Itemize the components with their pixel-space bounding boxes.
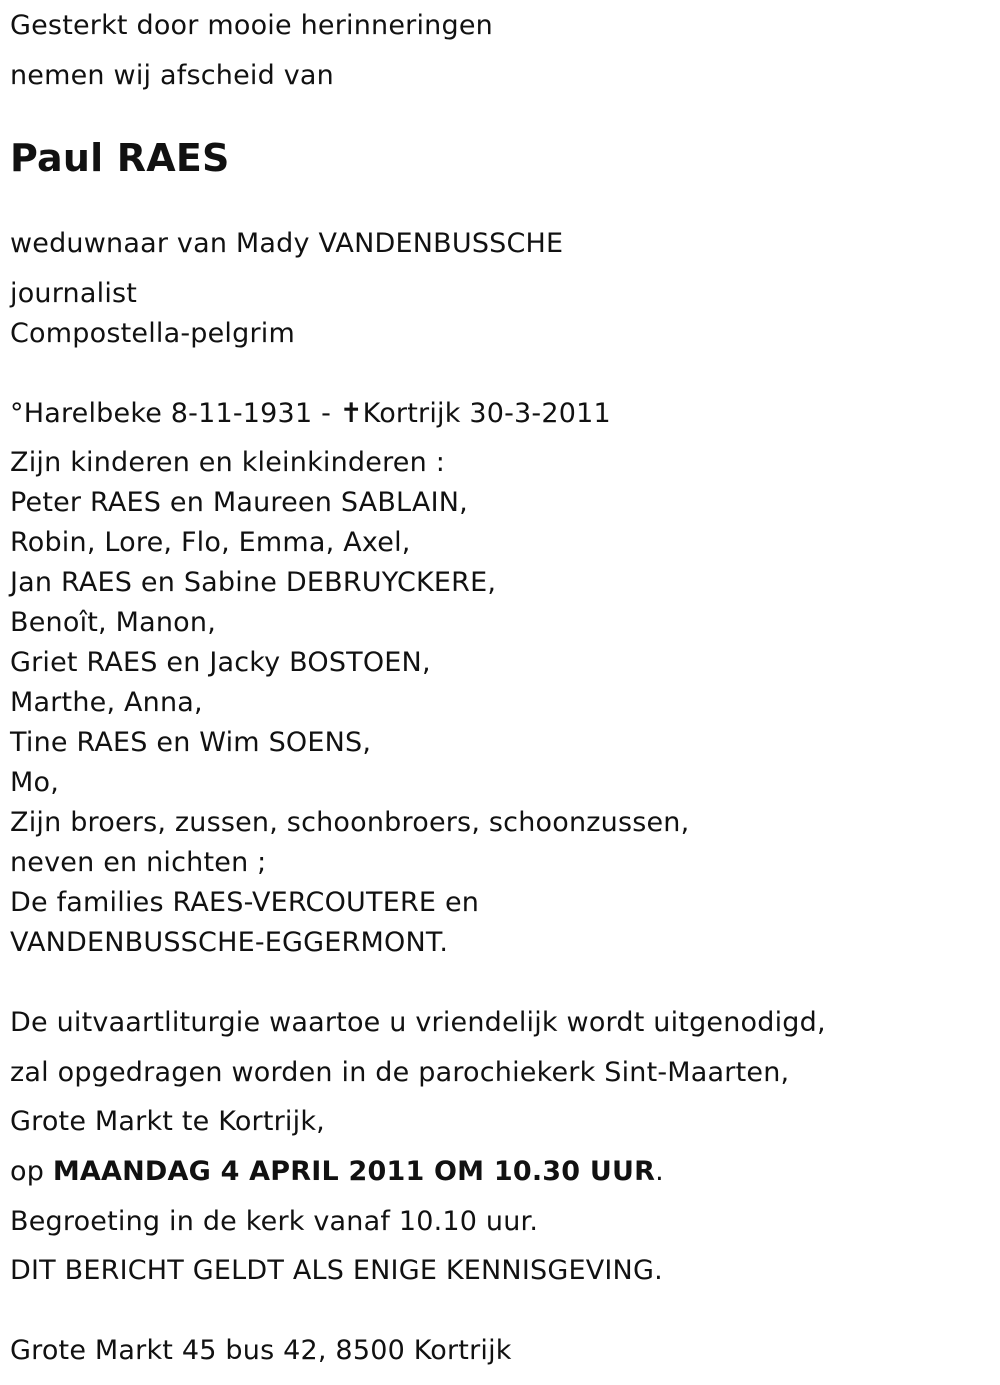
family-line: Zijn broers, zussen, schoonbroers, schoonzussen, (10, 807, 690, 838)
greeting-line: Begroeting in de kerk vanaf 10.10 uur. (10, 1206, 539, 1237)
family-line: VANDENBUSSCHE-EGGERMONT. (10, 927, 449, 958)
birth-date: °Harelbeke 8-11-1931 - (10, 398, 340, 429)
family-line: neven en nichten ; (10, 847, 267, 878)
funeral-line-1: De uitvaartliturgie waartoe u vriendelijk wordt uitgenodigd, (10, 1007, 826, 1038)
funeral-date: MAANDAG 4 APRIL 2011 OM 10.30 UUR (52, 1156, 656, 1187)
family-line: Benoît, Manon, (10, 607, 216, 638)
death-date: Kortrijk 30-3-2011 (362, 398, 611, 429)
date-suffix: . (655, 1156, 664, 1187)
family-line: Jan RAES en Sabine DEBRUYCKERE, (10, 567, 497, 598)
family-line: Griet RAES en Jacky BOSTOEN, (10, 647, 431, 678)
intro-line-2: nemen wij afscheid van (10, 60, 334, 91)
family-line: Tine RAES en Wim SOENS, (10, 727, 372, 758)
intro-line-1: Gesterkt door mooie herinneringen (10, 10, 493, 41)
address: Grote Markt 45 bus 42, 8500 Kortrijk (10, 1335, 512, 1366)
date-prefix: op (10, 1156, 53, 1187)
occupation: journalist (10, 278, 138, 309)
funeral-line-2: zal opgedragen worden in de parochiekerk Sint-Maarten, (10, 1057, 790, 1088)
family-line: Mo, (10, 767, 59, 798)
spouse-line: weduwnaar van Mady VANDENBUSSCHE (10, 228, 564, 259)
family-line: Marthe, Anna, (10, 687, 203, 718)
funeral-line-3: Grote Markt te Kortrijk, (10, 1106, 325, 1137)
pilgrim-line: Compostella-pelgrim (10, 318, 295, 349)
life-dates (10, 400, 611, 427)
family-line: De families RAES-VERCOUTERE en (10, 887, 480, 918)
family-line: Robin, Lore, Flo, Emma, Axel, (10, 527, 411, 558)
deceased-name: Paul RAES (10, 136, 230, 180)
family-heading: Zijn kinderen en kleinkinderen : (10, 447, 445, 478)
family-line: Peter RAES en Maureen SABLAIN, (10, 487, 468, 518)
cross-icon: ✝ (339, 398, 363, 429)
notice-line: DIT BERICHT GELDT ALS ENIGE KENNISGEVING. (10, 1255, 663, 1286)
funeral-date-line (10, 1158, 664, 1185)
